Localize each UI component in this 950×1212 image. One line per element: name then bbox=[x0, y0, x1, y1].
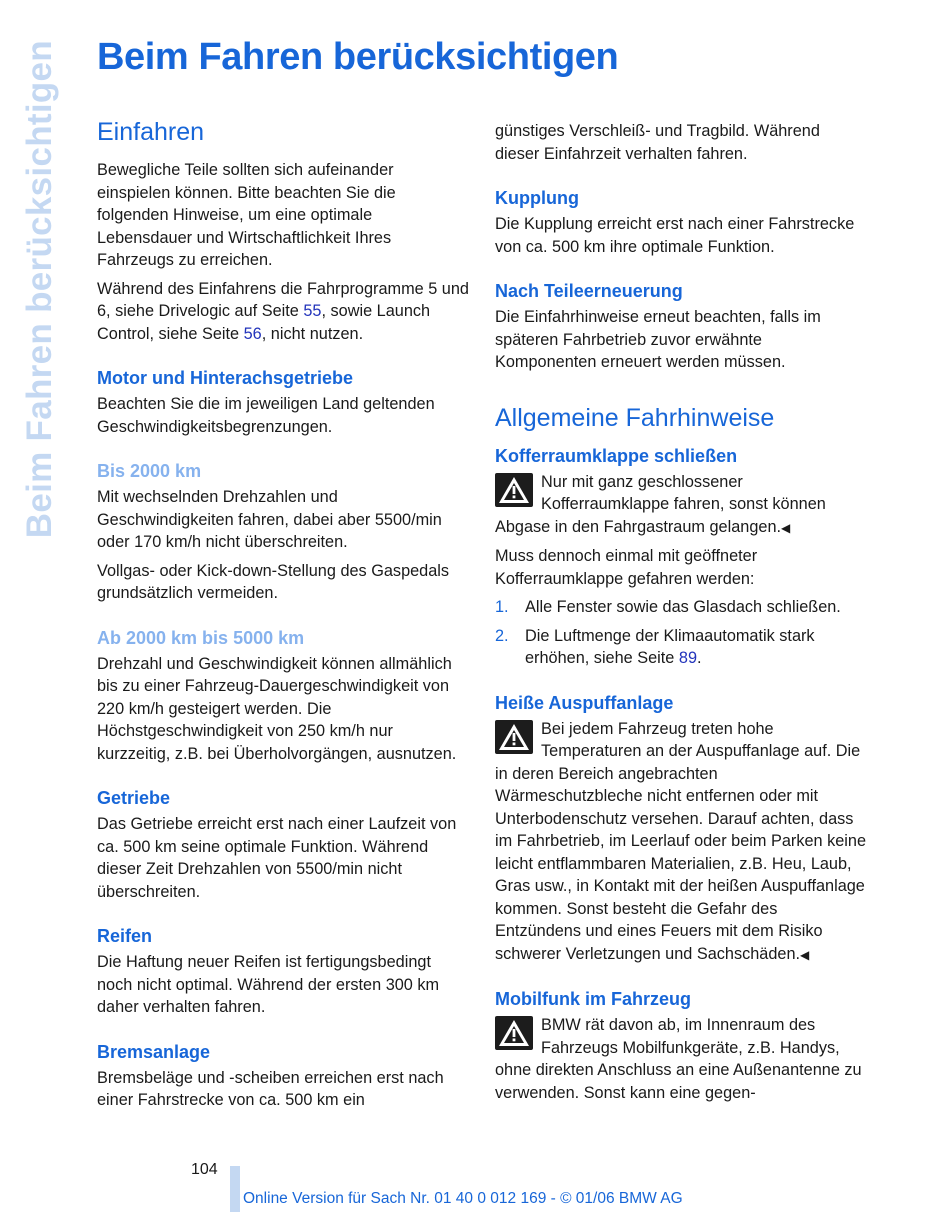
footer-online-version: Online Version für Sach Nr. 01 40 0 012 169 - © 01/06 BMW AG bbox=[243, 1190, 683, 1207]
list-item: 2. Die Luftmenge der Klimaautomatik stark erhöhen, siehe Seite 89. bbox=[495, 626, 815, 667]
bremsanlage-paragraph: Bremsbeläge und -scheiben erreichen erst nach einer Fahrstrecke von ca. 500 km ein bbox=[97, 1068, 444, 1109]
warning-triangle-icon bbox=[495, 720, 533, 754]
reifen-paragraph: Die Haftung neuer Reifen ist fertigungsbedingt noch nicht optimal. Während der ersten 300 km daher verhalten fahren. bbox=[97, 953, 440, 1016]
section-title-einfahren: Einfahren bbox=[97, 118, 205, 146]
heading-mobilfunk: Mobilfunk im Fahrzeug bbox=[495, 989, 691, 1009]
warning-triangle-icon bbox=[495, 473, 533, 507]
heading-heisse-auspuffanlage: Heiße Auspuffanlage bbox=[495, 692, 674, 713]
heading-kupplung: Kupplung bbox=[495, 188, 579, 208]
kofferraum-steps-list bbox=[495, 596, 867, 670]
bis-2000-paragraph-1: Mit wechselnden Drehzahlen und Geschwindigkeiten fahren, dabei aber 5500/min oder 170 km/h nicht überschreiten. bbox=[97, 488, 442, 551]
continuation-paragraph: günstiges Verschleiß- und Tragbild. Während dieser Einfahrzeit verhalten fahren. bbox=[495, 122, 820, 163]
end-mark-icon: ◀ bbox=[781, 520, 791, 535]
right-column bbox=[495, 120, 867, 1110]
heading-getriebe: Getriebe bbox=[97, 788, 171, 808]
page-title: Beim Fahren berücksichtigen bbox=[97, 36, 619, 78]
auspuff-warning: Bei jedem Fahrzeug treten hohe Temperaturen an der Auspuffanlage auf. Die in deren Bereich angebrachten Wärmeschutzbleche nicht entfernen oder mit Unterbodenschutz versehen. Darauf achten, dass im Fahrbetrieb, im Leerlauf oder beim Parken keine leicht entflammbaren Materialien, z.B. Heu, Laub, Gras usw., in Kontakt mit der heißen Auspuffanlage kommen. Sonst besteht die Gefahr des Entzündens und eines Feuers mit dem Risiko schwerer Verletzungen und Sachschäden.◀ bbox=[495, 719, 867, 963]
list-item: 1. Alle Fenster sowie das Glasdach schließen. bbox=[495, 598, 841, 616]
mobilfunk-warning: BMW rät davon ab, im Innenraum des Fahrzeugs Mobilfunkgeräte, z.B. Handys, ohne direkten Anschluss an eine Außenantenne zu verwenden. Sonst kann eine gegen- bbox=[495, 1016, 862, 1102]
heading-kofferraumklappe: Kofferraumklappe schließen bbox=[495, 445, 738, 466]
subheading-bis-2000: Bis 2000 km bbox=[97, 461, 202, 481]
heading-motor: Motor und Hinterachsgetriebe bbox=[97, 368, 354, 388]
heading-reifen: Reifen bbox=[97, 926, 153, 946]
page-number: 104 bbox=[191, 1161, 218, 1178]
teileerneuerung-paragraph: Die Einfahrhinweise erneut beachten, falls im späteren Fahrbetrieb zuvor erwähnte Komponenten erneuert werden müssen. bbox=[495, 308, 821, 371]
heading-teileerneuerung: Nach Teileerneuerung bbox=[495, 281, 683, 301]
getriebe-paragraph: Das Getriebe erreicht erst nach einer Laufzeit von ca. 500 km seine optimale Funktion. Während dieser Zeit Drehzahlen von 5500/min nicht überschreiten. bbox=[97, 815, 457, 901]
bis-2000-paragraph-2: Vollgas- oder Kick-down-Stellung des Gaspedals grundsätzlich vermeiden. bbox=[97, 561, 450, 602]
subheading-ab-2000: Ab 2000 km bis 5000 km bbox=[97, 627, 305, 648]
warning-triangle-icon bbox=[495, 1016, 533, 1050]
kofferraum-warning: Nur mit ganz geschlossener Kofferraumklappe fahren, sonst können Abgase in den Fahrgastraum gelangen.◀ bbox=[495, 472, 826, 536]
page-link-56[interactable]: 56 bbox=[243, 324, 262, 343]
left-column bbox=[97, 118, 469, 1118]
side-chapter-title-text: Beim Fahren berücksichtigen bbox=[20, 40, 59, 539]
ab-2000-paragraph: Drehzahl und Geschwindigkeit können allmählich bis zu einer Fahrzeug-Dauergeschwindigkeit von 220 km/h gesteigert werden. Die Höchstgeschwindigkeit von 250 km/h nur kurzzeitig, z.B. bei Überholvorgängen, ausnutzen. bbox=[97, 654, 457, 763]
heading-bremsanlage: Bremsanlage bbox=[97, 1041, 211, 1062]
motor-paragraph: Beachten Sie die im jeweiligen Land geltenden Geschwindigkeitsbegrenzungen. bbox=[97, 395, 435, 436]
end-mark-icon: ◀ bbox=[800, 947, 810, 962]
kupplung-paragraph: Die Kupplung erreicht erst nach einer Fahrstrecke von ca. 500 km ihre optimale Funktion. bbox=[495, 215, 855, 256]
page-link-89[interactable]: 89 bbox=[678, 649, 698, 667]
page-link-55[interactable]: 55 bbox=[303, 302, 322, 320]
kofferraum-paragraph: Muss dennoch einmal mit geöffneter Kofferraumklappe gefahren werden: bbox=[495, 547, 758, 588]
footer-accent-bar bbox=[230, 1166, 240, 1212]
side-chapter-title bbox=[18, 40, 62, 570]
einfahren-paragraph-1: Bewegliche Teile sollten sich aufeinander einspielen können. Bitte beachten Sie die folgenden Hinweise, um eine optimale Lebensdauer und Wirtschaftlichkeit Ihres Fahrzeugs zu erreichen. bbox=[97, 161, 396, 269]
section-title-allgemeine-fahrhinweise: Allgemeine Fahrhinweise bbox=[495, 403, 775, 432]
einfahren-paragraph-2: Während des Einfahrens die Fahrprogramme 5 und 6, siehe Drivelogic auf Seite 55, sowie Launch Control, siehe Seite 56, nicht nutzen. bbox=[97, 279, 469, 343]
